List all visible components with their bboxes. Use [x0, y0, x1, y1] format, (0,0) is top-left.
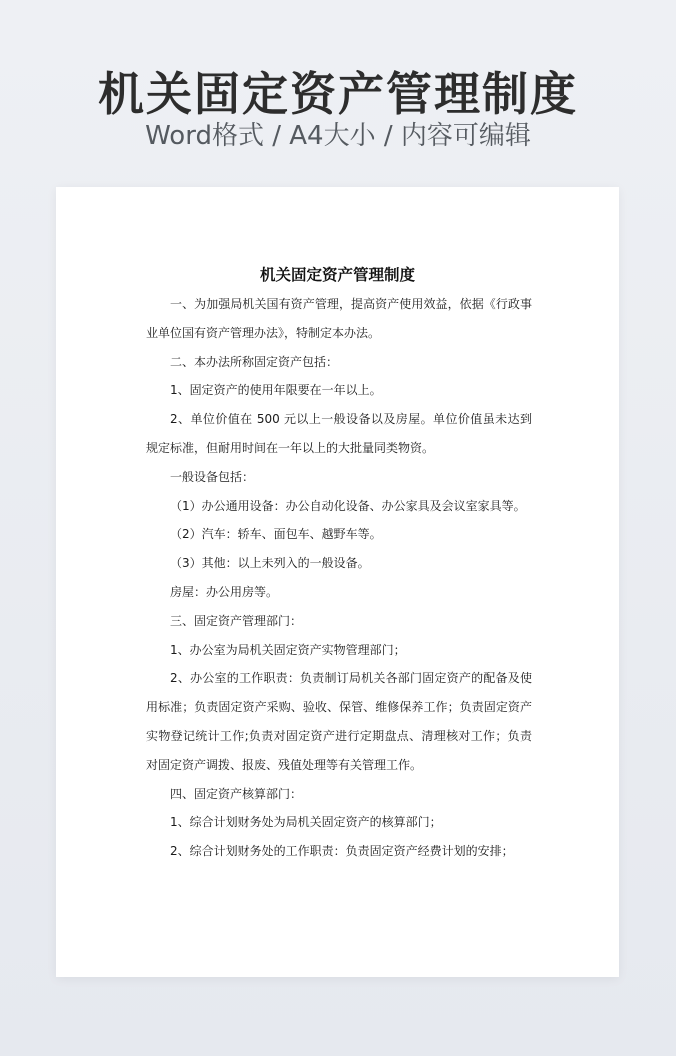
document-body [146, 290, 532, 866]
paragraph: （2）汽车：轿车、面包车、越野车等。 [170, 527, 382, 542]
paragraph: 2、综合计划财务处的工作职责：负责固定资产经费计划的安排； [170, 844, 514, 859]
paragraph: 1、综合计划财务处为局机关固定资产的核算部门； [170, 815, 442, 830]
document-title: 机关固定资产管理制度 [259, 266, 415, 284]
banner-subtitle: Word格式 / A4大小 / 内容可编辑 [145, 121, 531, 151]
paragraph: 三、固定资产管理部门： [170, 613, 303, 628]
paragraph: （3）其他：以上未列入的一般设备。 [170, 556, 370, 571]
paragraph: 1、办公室为局机关固定资产实物管理部门； [170, 642, 406, 657]
paragraph: 房屋：办公用房等。 [170, 584, 279, 599]
paragraph: 四、固定资产核算部门： [170, 786, 303, 801]
paragraph: 一般设备包括： [170, 469, 255, 484]
paragraph: 2、单位价值在 500 元以上一般设备以及房屋。单位价值虽未达到规定标准，但耐用时间在一年以上的大批量同类物资。 [146, 412, 532, 455]
paragraph: 一、为加强局机关国有资产管理，提高资产使用效益，依据《行政事业单位国有资产管理办法》，特制定本办法。 [146, 297, 532, 340]
banner-title: 机关固定资产管理制度 [98, 67, 578, 121]
paragraph: 1、固定资产的使用年限要在一年以上。 [170, 383, 382, 398]
paragraph: 二、本办法所称固定资产包括： [170, 354, 339, 369]
paragraph: 2、办公室的工作职责：负责制订局机关各部门固定资产的配备及使用标准；负责固定资产采购、验收、保管、维修保养工作；负责固定资产实物登记统计工作;负责对固定资产进行定期盘点、清理核对工作；负责对固定资产调拨、报废、残值处理等有关管理工作。 [146, 671, 532, 772]
paragraph: （1）办公通用设备：办公自动化设备、办公家具及会议室家具等。 [170, 498, 526, 513]
document-page [56, 187, 619, 977]
